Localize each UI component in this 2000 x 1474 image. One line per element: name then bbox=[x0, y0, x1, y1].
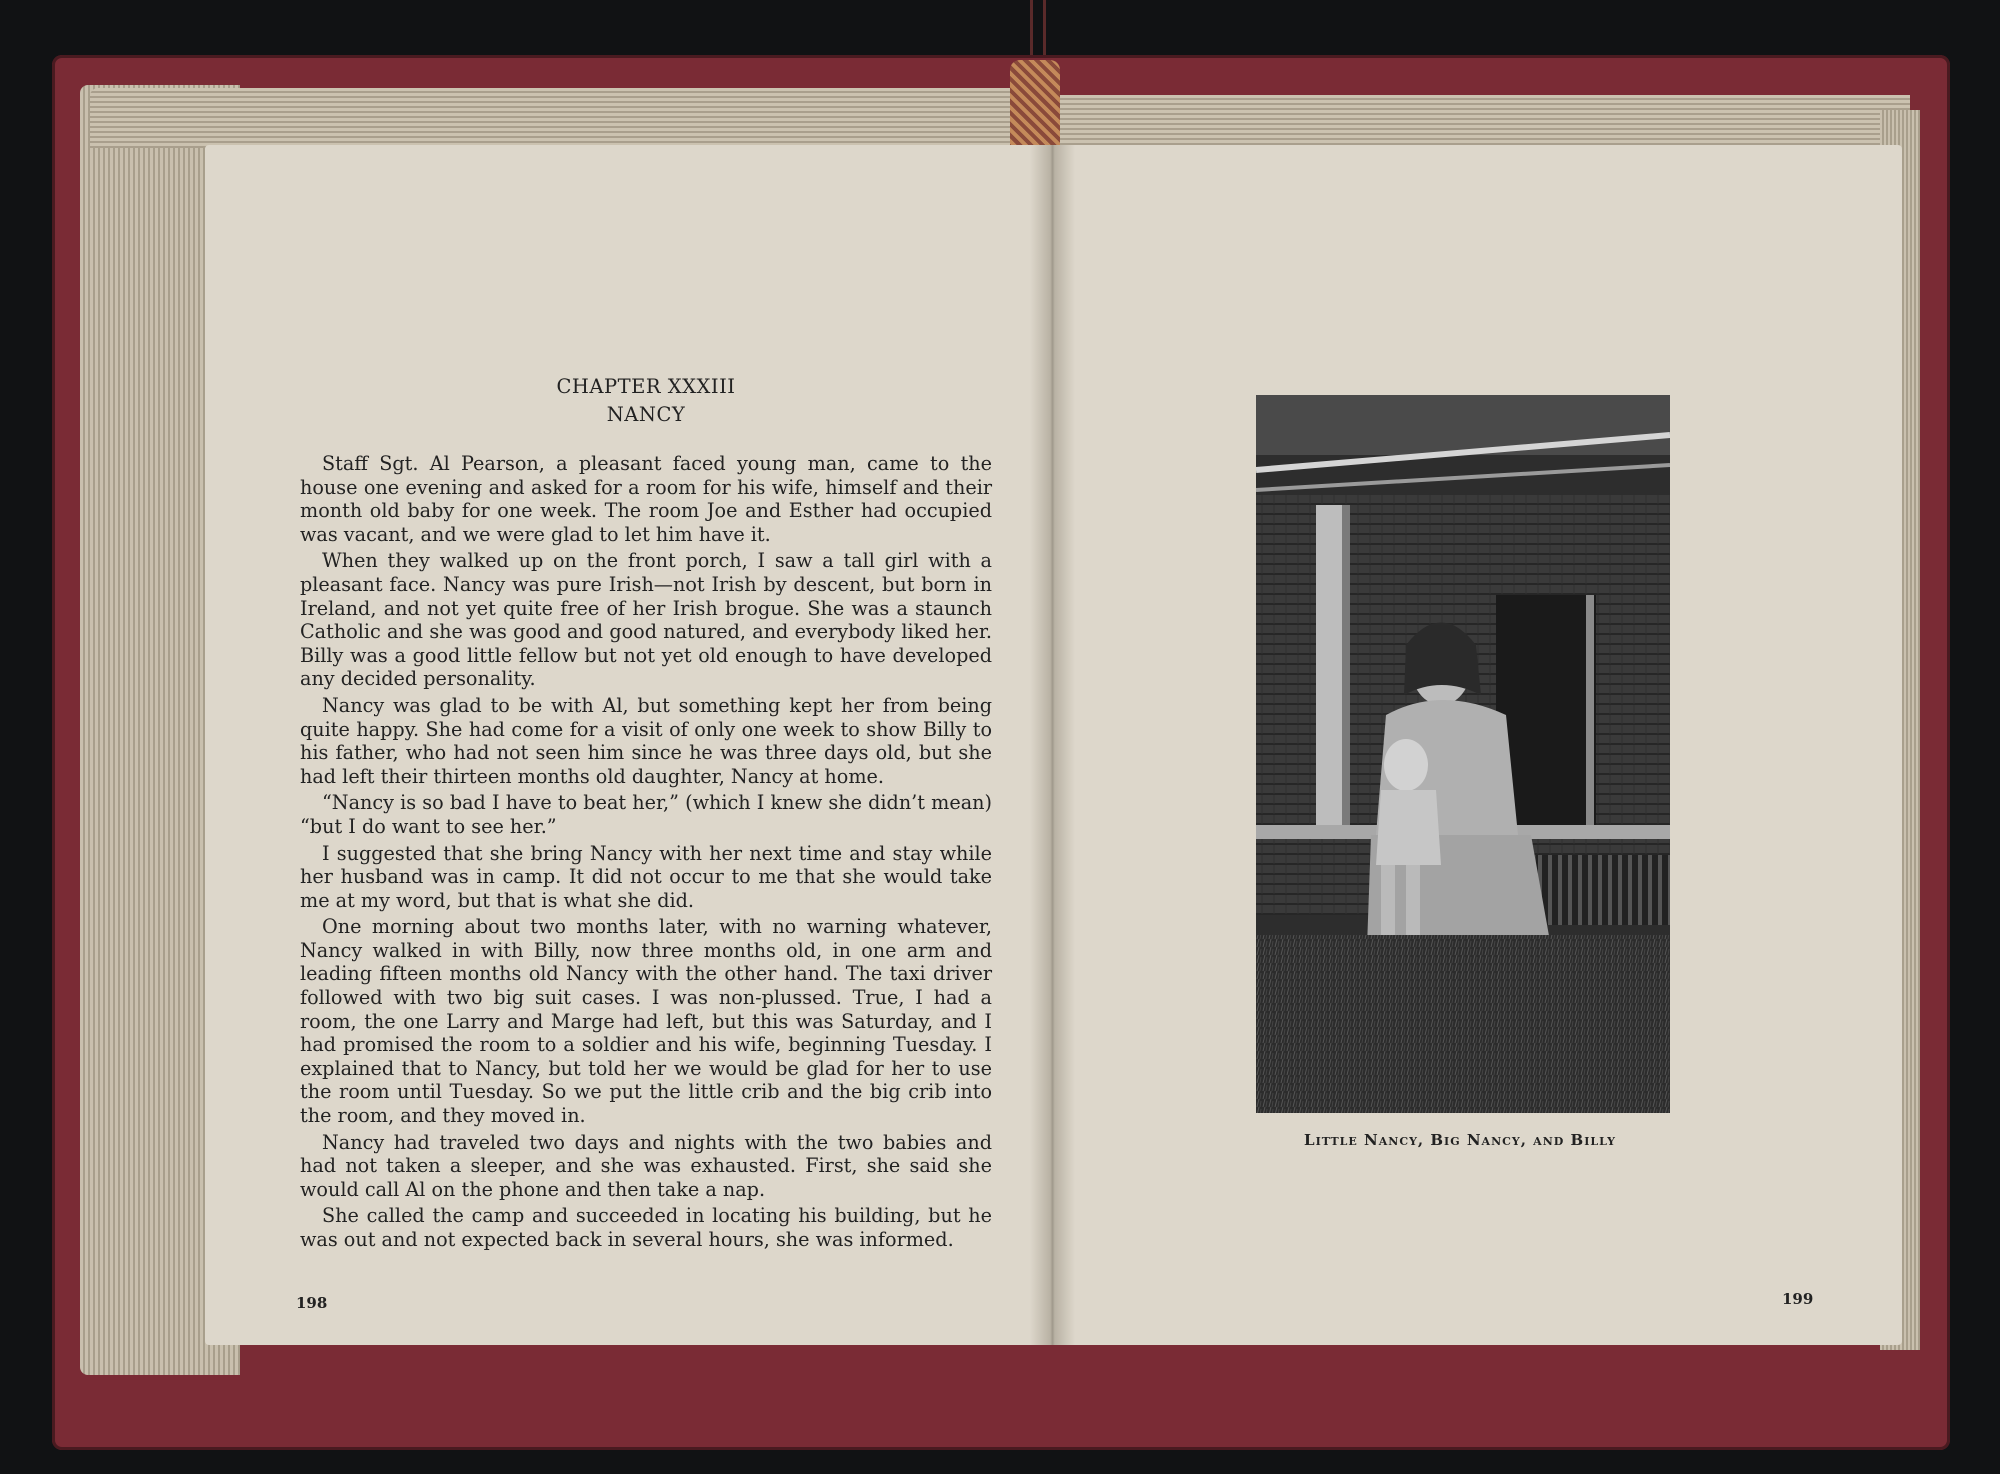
paragraph: One morning about two months later, with no warning whatever, Nancy walked in with Billy, now three months old, in one arm and leading fifteen months old Nancy with the other hand. The taxi driver followed with two big suit cases. I was non-plussed. True, I had a room, the one Larry and Marge had left, but this was Saturday, and I had promised the room to a soldier and his wife, beginning Tuesday. I explained that to Nancy, but told her we would be glad for her to use the room until Tuesday. So we put the little crib and the big crib into the room, and they moved in. bbox=[300, 915, 992, 1128]
photo-caption: Little Nancy, Big Nancy, and Billy bbox=[1304, 1131, 1616, 1149]
paragraph: Staff Sgt. Al Pearson, a pleasant faced young man, came to the house one evening and asked for a room for his wife, himself and their month old baby for one week. The room Joe and Esther had occupied was vacant, and we were glad to let him have it. bbox=[300, 452, 992, 546]
paragraph: Nancy had traveled two days and nights with the two babies and had not taken a sleeper, and she was exhausted. First, she said she would call Al on the phone and then take a nap. bbox=[300, 1130, 992, 1201]
book-gutter bbox=[1030, 145, 1075, 1345]
page-number-left: 198 bbox=[296, 1294, 328, 1312]
photograph-woman-with-child-on-porch-icon bbox=[1256, 395, 1670, 1113]
headband bbox=[1010, 60, 1060, 155]
paragraph: “Nancy is so bad I have to beat her,” (which I knew she didn’t mean) “but I do want to see her.” bbox=[300, 791, 992, 838]
chapter-body bbox=[300, 452, 992, 1255]
paragraph: I suggested that she bring Nancy with her next time and stay while her husband was in camp. It did not occur to me that she would take me at my word, but that is what she did. bbox=[300, 841, 992, 912]
paragraph: Nancy was glad to be with Al, but something kept her from being quite happy. She had come for a visit of only one week to show Billy to his father, who had not seen him since he was three days old, but she had left their thirteen months old daughter, Nancy at home. bbox=[300, 693, 992, 788]
chapter-number: CHAPTER XXXIII bbox=[556, 375, 736, 398]
page-edges-top-right bbox=[1060, 95, 1910, 145]
chapter-heading bbox=[300, 373, 992, 429]
page-edges-top-left bbox=[90, 88, 1040, 148]
chapter-title: NANCY bbox=[606, 403, 686, 426]
paragraph: She called the camp and succeeded in locating his building, but he was out and not expected back in several hours, she was informed. bbox=[300, 1204, 992, 1251]
page-number-right: 199 bbox=[1782, 1290, 1814, 1308]
paragraph: When they walked up on the front porch, I saw a tall girl with a pleasant face. Nancy was pure Irish—not Irish by descent, but born in Ireland, and not yet quite free of her Irish brogue. She was a staunch Catholic and she was good and good natured, and everybody liked her. Billy was a good little fellow but not yet old enough to have developed any decided personality. bbox=[300, 549, 992, 691]
